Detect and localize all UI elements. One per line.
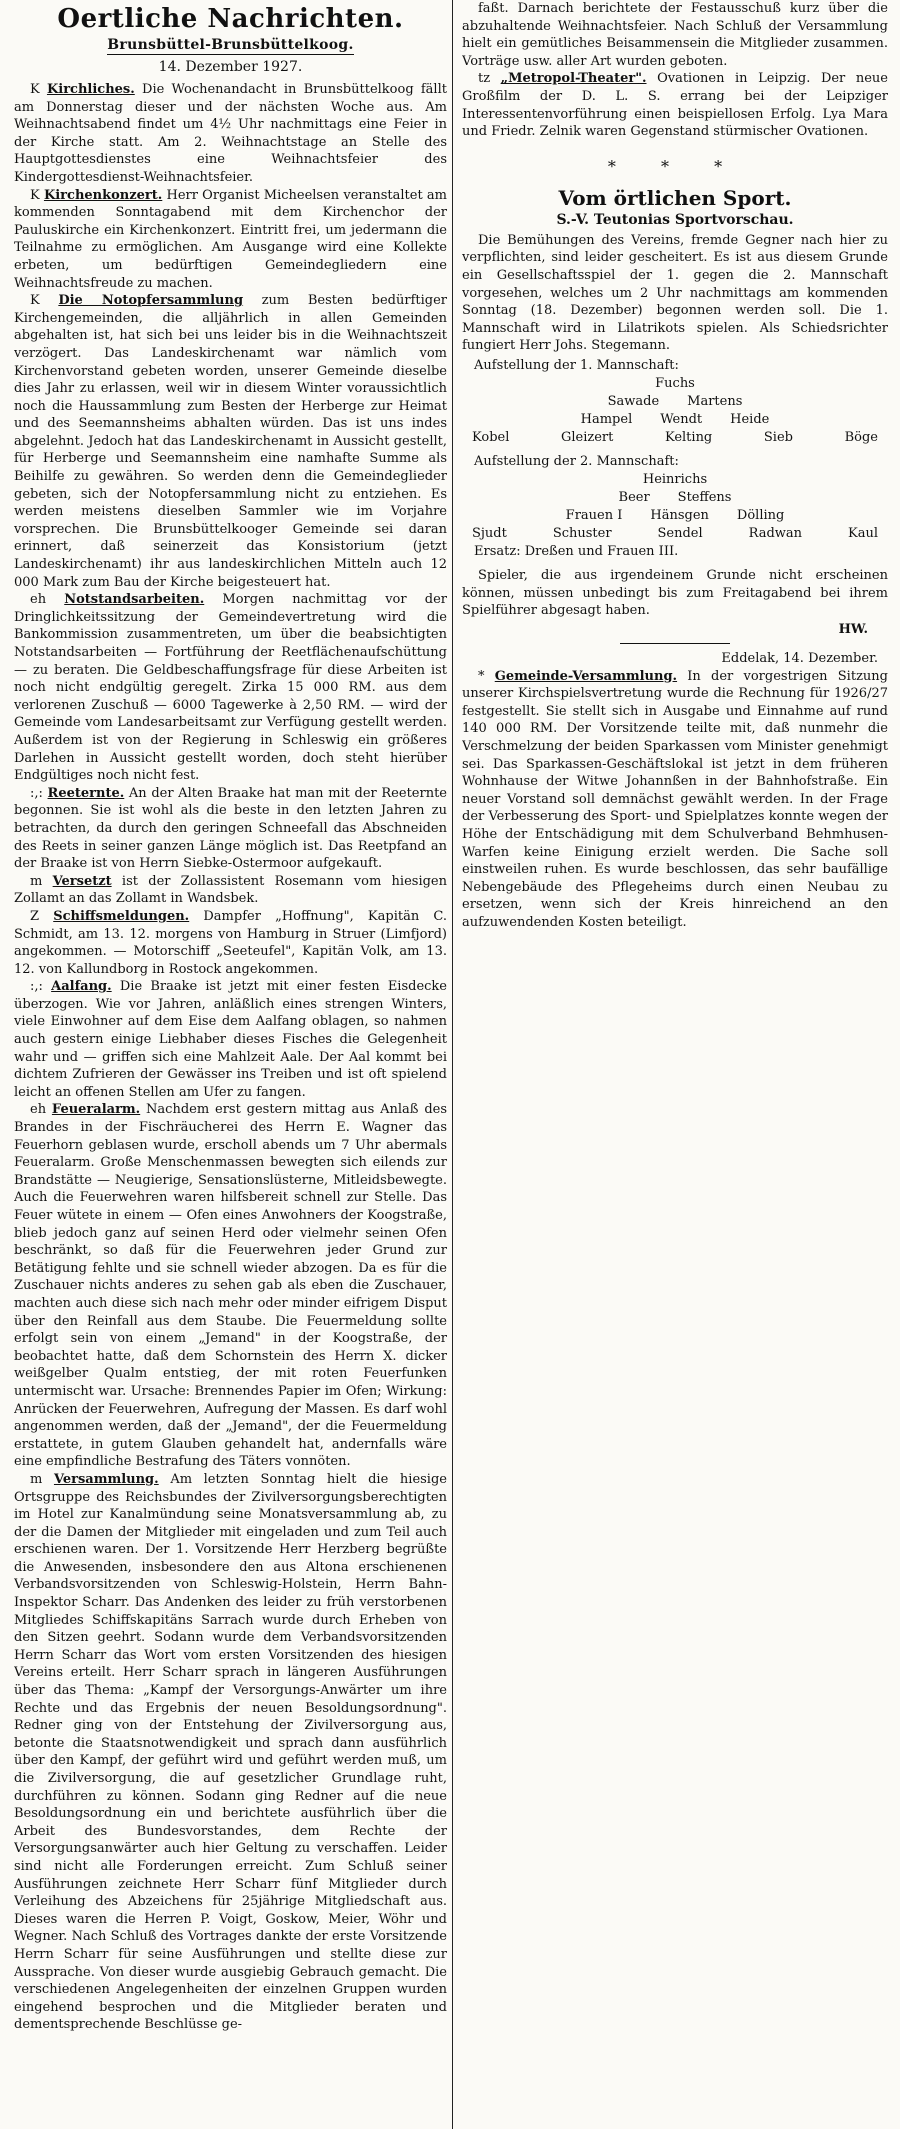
article-keyword: Versammlung.: [53, 1471, 159, 1487]
article: [14, 1101, 447, 1470]
player-name: Wendt: [660, 411, 703, 427]
player-name: Kelting: [664, 429, 713, 445]
article-keyword: Schiffsmeldungen.: [53, 908, 190, 924]
lineup-row: [462, 375, 888, 393]
article: [14, 292, 447, 591]
article-body: Nachdem erst gestern mittag aus Anlaß des Brandes in der Fischräucherei des Herrn E. Wagner das Feuerhorn geblasen wurde, erscholl abends um 7 Uhr abermals Feueralarm. Große Menschenmassen bewegten sich eilends zur Brandstätte — Neugierige, Sensationslüsterne, Mitleidsbewegte. Auch die Feuerwehren waren hilfsbereit schnell zur Stelle. Das Feuer wütete in einem — Ofen eines Anwohners der Koogstraße, blieb jedoch ganz auf seinen Herd oder vielmehr seinen Ofen beschränkt, so daß für die Feuerwehren jeder Grund zur Betätigung fehlte und sie schnell wieder abzogen. Da es für die Zuschauer nichts anderes zu sehen gab als eben die Zuschauer, machten auch diese sich nach mehr oder minder eifrigem Disput über den Reinfall aus dem Staube. Die Feuermeldung sollte erfolgt sein von einem „Jemand" in der Koogstraße, der beobachtet hatte, daß dem Schornstein des Herrn X. dicker weißgelber Qualm entstieg, der mit roten Feuerfunken untermischt war. Ursache: Brennendes Papier im Ofen; Wirkung: Anrücken der Feuerwehren, Aufregung der Massen. Es darf wohl angenommen werden, daß der „Jemand", der die Feuermeldung erstattete, in gutem Glauben gehandelt hat, andernfalls wäre eine empfindliche Bestrafung des Täters vonnöten.: [14, 1102, 447, 1470]
article-mark: eh: [30, 592, 47, 608]
team1-heading: Aufstellung der 1. Mannschaft:: [474, 357, 679, 373]
article-keyword: „Metropol-Theater".: [500, 71, 647, 87]
lineup-row: [462, 525, 888, 543]
sport-closing: Spieler, die aus irgendeinem Grunde nicht erscheinen können, müssen unbedingt bis zum Freitagabend bei ihrem Spielführer abgesagt haben.: [462, 567, 888, 619]
masthead: [14, 4, 447, 75]
team1-lineup: [462, 357, 888, 447]
article-mark: m: [30, 873, 43, 889]
article-keyword: Gemeinde-Versammlung.: [494, 668, 678, 684]
lineup-row: [462, 411, 888, 429]
article-body: Ovationen in Leipzig. Der neue Großfilm der D. L. S. errang bei der Leipziger Interessentenvorführung einen beispiellosen Erfolg. Lya Mara und Friedr. Zelnik waren Gegenstand stürmischer Ovationen.: [462, 71, 888, 140]
player-name: Kobel: [472, 429, 510, 445]
player-name: Heinrichs: [642, 471, 708, 487]
player-name: Böge: [844, 429, 878, 445]
article: [14, 1471, 447, 2034]
sport-section: [462, 186, 888, 644]
article: [14, 187, 447, 293]
lineup-row: [462, 429, 888, 447]
article-body: zum Besten bedürftiger Kirchengemeinden, die alljährlich in allen Gemeinden abgehalten ist, hat sich bei uns leider bis in die Weihnachtszeit verzögert. Das Landeskirchenamt war nämlich vom Kirchenvorstand gebeten worden, unserer Gemeinde dieselbe dies Jahr zu erlassen, weil wir in diesem Winter voraussichtlich noch die Haussammlung zum Besten der Herberge zur Heimat und des Seemannsheims abhalten würden. Das ist uns indes abgelehnt. Jedoch hat das Landeskirchenamt in Aussicht gestellt, für Herberge und Seemannsheim eine namhafte Summe als Beihilfe zu gewähren. So werden denn die Gemeindeglieder gebeten, sich der Notopfersammlung nicht zu entziehen. Es werden meistens dieselben Sammler wie im Vorjahre vorsprechen. Die Brunsbüttelkooger Gemeinde sei daran erinnert, daß seinerzeit das Konsistorium (jetzt Landeskirchenamt) ihr aus landeskirchlichen Mitteln auch 12 000 Mark zum Bau der Kirche beigesteuert hat.: [14, 293, 447, 590]
article-body: ist der Zollassistent Rosemann vom hiesigen Zollamt an das Zollamt in Wandsbek.: [14, 873, 447, 907]
article-mark: Z: [30, 908, 40, 924]
lineup-row: [462, 507, 888, 525]
player-name: Martens: [687, 393, 743, 409]
player-name: Sjudt: [472, 525, 507, 541]
article-mark: tz: [478, 71, 491, 87]
article-body: Die Wochenandacht in Brunsbüttelkoog fällt am Donnerstag dieser und der nächsten Woche aus. Am Weihnachtsabend findet um 4½ Uhr nachmittags eine Feier in der Kirche statt. Am 2. Weihnachtstage an Stelle des Hauptgottesdienstes eine Weihnachtsfeier des Kindergottesdienst-Weihnachtsfeier.: [14, 82, 447, 185]
article: [14, 81, 447, 187]
sport-signature: HW.: [838, 621, 868, 637]
article-body: Die Braake ist jetzt mit einer festen Eisdecke überzogen. Wie vor Jahren, anläßlich eines strengen Winters, viele Einwohner auf dem Eise dem Aalfang oblagen, so nahmen auch gestern einige Liebhaber dieses Fisches die Gelegenheit wahr und — griffen sich eine Mahlzeit Aale. Der Aal kommt bei dichtem Zufrieren der Gewässer ins Treiben und ist oft spielend leicht an offenen Stellen am Ufer zu fangen.: [14, 979, 447, 1100]
player-name: Sawade: [607, 393, 660, 409]
player-name: Frauen I: [565, 507, 623, 523]
lineup-row: [462, 489, 888, 507]
substitutes: Ersatz: Dreßen und Frauen III.: [474, 543, 679, 559]
section-separator: * * *: [607, 156, 743, 176]
right-column: [462, 0, 888, 2129]
article: [14, 978, 447, 1101]
article-mark: K: [30, 82, 40, 97]
player-name: Sieb: [763, 429, 793, 445]
article-keyword: Die Notopfersammlung: [58, 293, 244, 309]
player-name: Kaul: [848, 525, 878, 541]
article-body: Dampfer „Hoffnung", Kapitän C. Schmidt, am 13. 12. morgens von Hamburg in Struer (Limfjord) angekommen. — Motorschiff „Seeteufel", Kapitän Volk, am 13. 12. von Kallundborg in Rostock angekommen.: [14, 908, 447, 977]
team2-heading: Aufstellung der 2. Mannschaft:: [474, 453, 679, 469]
sport-intro: Die Bemühungen des Vereins, fremde Gegner nach hier zu verpflichten, sind leider gescheitert. Es ist aus diesem Grunde ein Gesellschaftsspiel der 1. gegen die 2. Mannschaft vorgesehen, welches um 2 Uhr nachmittags am kommenden Sonntag (18. Dezember) begonnen werden soll. Die 1. Mannschaft wird in Lilatrikots spielen. Als Schiedsrichter fungiert Herr Johs. Stegemann.: [462, 232, 888, 354]
eddelak-section: [462, 650, 888, 932]
player-name: Dölling: [736, 507, 785, 523]
player-name: Schuster: [552, 525, 612, 541]
right-top-articles: [462, 0, 888, 141]
article-body: faßt. Darnach berichtete der Festausschuß kurz über die abzuhaltende Weihnachtsfeier. Nach Schluß der Versammlung hielt ein gemütliches Beisammensein die Mitglieder zusammen. Vorträge usw. aller Art wurden geboten.: [462, 1, 888, 69]
article-keyword: Versetzt: [52, 873, 112, 889]
left-column: [14, 0, 447, 2129]
article-mark: K: [30, 293, 40, 309]
article-mark: :,:: [30, 785, 43, 801]
article-keyword: Kirchenkonzert.: [43, 187, 163, 203]
article-keyword: Feueralarm.: [51, 1102, 141, 1118]
sport-title: Vom örtlichen Sport.: [558, 185, 792, 210]
player-name: Radwan: [748, 525, 803, 541]
issue-date: 14. Dezember 1927.: [158, 59, 303, 75]
short-divider: [620, 643, 730, 644]
player-name: Sendel: [657, 525, 703, 541]
article-mark: K: [30, 187, 40, 203]
article-body: Am letzten Sonntag hielt die hiesige Ortsgruppe des Reichsbundes der Zivilversorgungsberechtigten im Hotel zur Kanalmündung seine Monatsversammlung ab, zu der die Damen der Mitglieder mit eingeladen und zum Teil auch erschienen waren. Der 1. Vorsitzende Herr Herzberg begrüßte die Anwesenden, insbesondere den aus Altona erschienenen Verbandsvorsitzenden von Schleswig-Holstein, Herrn Bahn-Inspektor Scharr. Das Andenken des leider zu früh verstorbenen Mitgliedes Schiffskapitäns Sarrach wurde durch Erheben von den Sitzen geehrt. Sodann wurde dem Verbandsvorsitzenden Herrn Scharr das Wort vom ersten Vorsitzenden des hiesigen Vereins erteilt. Herr Scharr sprach in längeren Ausführungen über das Thema: „Kampf der Versorgungs-Anwärter um ihre Rechte und das Ergebnis der neuen Besoldungsordnung". Redner ging von der Entstehung der Zivilversorgung aus, betonte die Staatsnotwendigkeit und sprach dann ausführlich über den Kampf, der geführt wird und geführt werden muß, um die Zivilversorgung, die auf gesetzlicher Grundlage ruht, durchführen zu können. Sodann ging Redner auf die neue Besoldungsordnung ein und berichtete ausführlich über die Arbeit des Bundesvorstandes, dem Rechte der Versorgungsanwärter auch hier Geltung zu verschaffen. Leider sind nicht alle Forderungen erreicht. Zum Schluß seiner Ausführungen zeichnete Herr Scharr fünf Mitglieder durch Verleihung des Abzeichens für 25jährige Mitgliedschaft aus. Dieses waren die Herren P. Voigt, Goskow, Meier, Wöhr und Wegner. Nach Schluß des Vortrages dankte der erste Vorsitzende Herrn Scharr für seine Ausführungen und stellte diese zur Aussprache. Von dieser wurde ausgiebig Gebrauch gemacht. Die verschiedenen Angelegenheiten der einzelnen Gruppen wurden eingehend besprochen und die Mitglieder beraten und dementsprechende Beschlüsse ge-: [14, 1471, 447, 2033]
article-keyword: Aalfang.: [51, 979, 112, 995]
sport-subtitle: S.-V. Teutonias Sportvorschau.: [556, 211, 794, 228]
eddelak-dateline: Eddelak, 14. Dezember.: [721, 650, 878, 666]
player-name: Heide: [730, 411, 770, 427]
article-body: Herr Organist Micheelsen veranstaltet am kommenden Sonntagabend mit dem Kirchenchor der Pauluskirche ein Kirchenkonzert. Eintritt frei, um jedermann die Teilnahme zu ermöglichen. Am Ausgange wird eine Kollekte erbeten, um bedürftigen Gemeindegliedern eine Weihnachtsfreude zu machen.: [14, 187, 447, 291]
article: [462, 70, 888, 140]
left-articles: [14, 81, 447, 2034]
article: [14, 591, 447, 785]
article-body: In der vorgestrigen Sitzung unserer Kirchspielsvertretung wurde die Rechnung für 1926/27 festgestellt. Sie stellt sich in Ausgabe und Einnahme auf rund 140 000 RM. Der Vorsitzende teilte mit, daß nunmehr die Verschmelzung der beiden Sparkassen vom Minister genehmigt sei. Das Sparkassen-Geschäftslokal ist jetzt in dem früheren Wohnhause der Witwe Johannßen in der Bahnhofstraße. Ein neuer Vorstand soll demnächst gewählt werden. In der Frage der Verbesserung des Sport- und Spielplatzes konnte wegen der Höhe der Entschädigung mit dem Schulverband Behmhusen-Warfen keine Einigung erzielt werden. Die Sache soll einstweilen ruhen. Es wurde beschlossen, das sehr baufällige Nebengebäude des Pflegeheims durch einen Neubau zu ersetzen, wenn sich der Kreis hinreichend an den aufzuwendenden Kosten beteiligt.: [462, 668, 888, 930]
section-title: Oertliche Nachrichten.: [57, 4, 404, 34]
article-body: An der Alten Braake hat man mit der Reeternte begonnen. Sie ist wohl als die beste in den letzten Jahren zu betrachten, da durch den geringen Schneefall das Abschneiden des Reets in seiner ganzen Länge möglich ist. Das Reetpfand an der Braake ist von Herrn Siebke-Ostermoor aufgekauft.: [14, 785, 447, 872]
article: [14, 873, 447, 908]
article: [462, 0, 888, 70]
eddelak-article: [462, 668, 888, 932]
article-body: Morgen nachmittag vor der Dringlichkeitssitzung der Gemeindevertretung wird die Bankommission zusammentreten, um über die beabsichtigten Notstandsarbeiten — Fortführung der Reetflächenaufschüttung — zu beraten. Die Geldbeschaffungsfrage für diese Arbeiten ist noch nicht endgültig geregelt. Zirka 15 000 RM. aus dem verlorenen Zuschuß — 6000 Tagewerke à 2,50 RM. — wird der Gemeinde vom Landesarbeitsamt zur Verfügung gestellt werden. Außerdem ist von der Regierung in Schleswig ein größeres Darlehen in Aussicht gestellt worden, doch steht hierüber Endgültiges noch nicht fest.: [14, 592, 447, 784]
article: [14, 785, 447, 873]
lineup-row: [462, 393, 888, 411]
player-name: Gleizert: [560, 429, 614, 445]
section-subtitle: Brunsbüttel-Brunsbüttelkoog.: [107, 37, 354, 53]
article: [14, 908, 447, 978]
column-rule: [452, 0, 453, 2129]
lineup-row: [462, 471, 888, 489]
article-mark: m: [30, 1471, 43, 1487]
article-keyword: Notstandsarbeiten.: [64, 592, 205, 608]
article-mark: :,:: [30, 979, 43, 995]
team2-lineup: [462, 453, 888, 561]
player-name: Beer: [618, 489, 650, 505]
player-name: Hänsgen: [650, 507, 709, 523]
article-mark: *: [478, 668, 485, 684]
player-name: Hampel: [580, 411, 633, 427]
article-mark: eh: [30, 1102, 47, 1118]
player-name: Fuchs: [655, 375, 695, 391]
player-name: Steffens: [677, 489, 732, 505]
article-keyword: Reeternte.: [47, 785, 125, 801]
article-keyword: Kirchliches.: [46, 82, 135, 97]
